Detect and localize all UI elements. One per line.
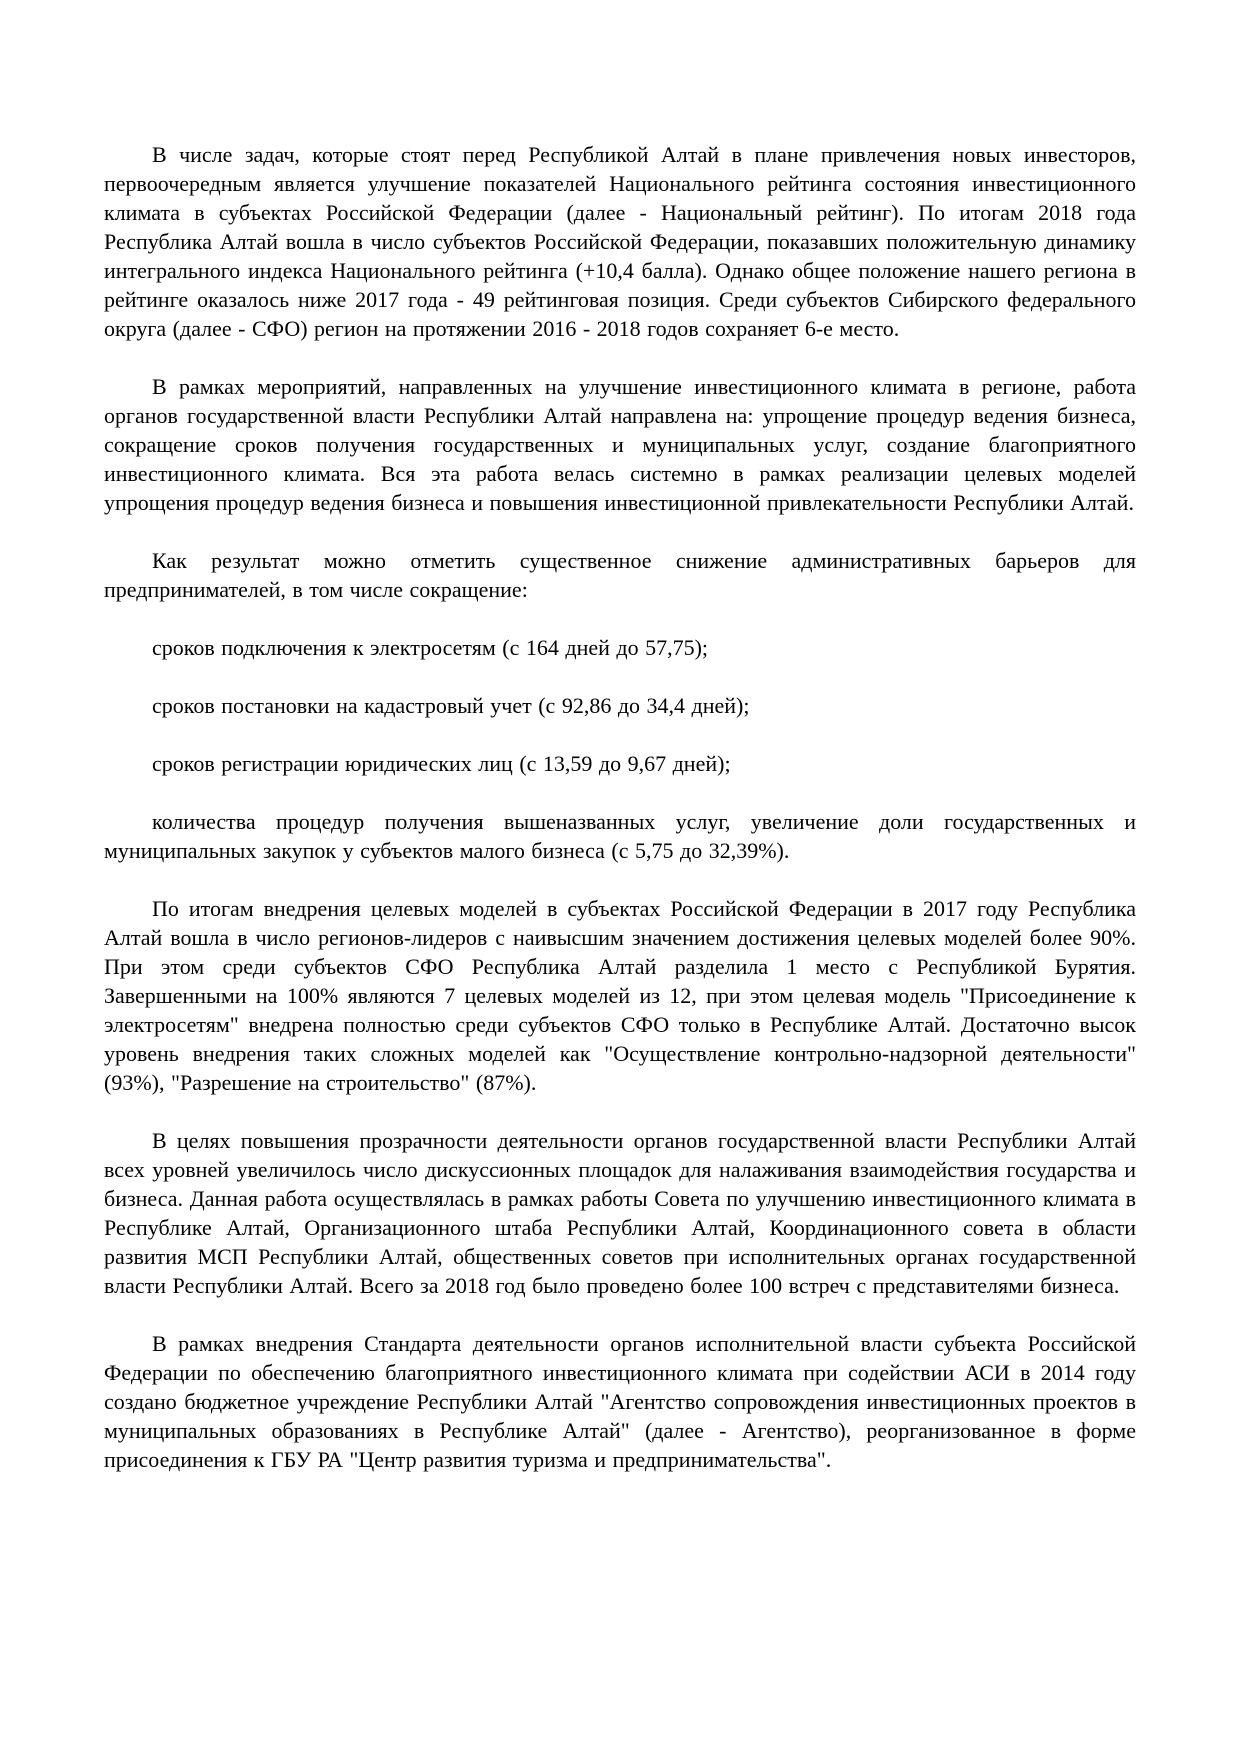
paragraph-target-models: По итогам внедрения целевых моделей в субъектах Российской Федерации в 2017 году Республика Алтай вошла в число регионов-лидеров с наивысшим значением достижения целевых моделей более 90%. При этом среди субъектов СФО Республика Алтай разделила 1 место с Республикой Бурятия. Завершенными на 100% являются 7 целевых моделей из 12, при этом целевая модель "Присоединение к электросетям" внедрена полностью среди субъектов СФО только в Республике Алтай. Достаточно высок уровень внедрения таких сложных моделей как "Осуществление контрольно-надзорной деятельности" (93%), "Разрешение на строительство" (87%). <box>104 896 1136 1095</box>
paragraph-intro-rating: В числе задач, которые стоят перед Республикой Алтай в плане привлечения новых инвесторов, первоочередным является улучшение показателей Национального рейтинга состояния инвестиционного климата в субъектах Российской Федерации (далее - Национальный рейтинг). По итогам 2018 года Республика Алтай вошла в число субъектов Российской Федерации, показавших положительную динамику интегрального индекса Национального рейтинга (+10,4 балла). Однако общее положение нашего региона в рейтинге оказалось ниже 2017 года - 49 рейтинговая позиция. Среди субъектов Сибирского федерального округа (далее - СФО) регион на протяжении 2016 - 2018 годов сохраняет 6-е место. <box>104 142 1136 341</box>
paragraph-transparency: В целях повышения прозрачности деятельности органов государственной власти Республики Алтай всех уровней увеличилось число дискуссионных площадок для налаживания взаимодействия государства и бизнеса. Данная работа осуществлялась в рамках работы Совета по улучшению инвестиционного климата в Республике Алтай, Организационного штаба Республики Алтай, Координационного совета в области развития МСП Республики Алтай, общественных советов при исполнительных органах государственной власти Республики Алтай. Всего за 2018 год было проведено более 100 встреч с представителями бизнеса. <box>104 1128 1136 1298</box>
list-item-procedures: количества процедур получения вышеназванных услуг, увеличение доли государственных и муниципальных закупок у субъектов малого бизнеса (с 5,75 до 32,39%). <box>104 809 1136 863</box>
paragraph-measures: В рамках мероприятий, направленных на улучшение инвестиционного климата в регионе, работа органов государственной власти Республики Алтай направлена на: упрощение процедур ведения бизнеса, сокращение сроков получения государственных и муниципальных услуг, создание благоприятного инвестиционного климата. Вся эта работа велась системно в рамках реализации целевых моделей упрощения процедур ведения бизнеса и повышения инвестиционной привлекательности Республики Алтай. <box>104 374 1136 515</box>
text-block <box>104 140 1136 1503</box>
list-item-cadastre: сроков постановки на кадастровый учет (с 92,86 до 34,4 дней); <box>152 693 750 718</box>
paragraph-result-lead: Как результат можно отметить существенное снижение административных барьеров для предпринимателей, в том числе сокращение: <box>104 548 1136 602</box>
list-item-registration: сроков регистрации юридических лиц (с 13,59 до 9,67 дней); <box>152 751 731 776</box>
list-item-grid-connection: сроков подключения к электросетям (с 164 дней до 57,75); <box>152 635 709 660</box>
paragraph-standard-agency: В рамках внедрения Стандарта деятельности органов исполнительной власти субъекта Российской Федерации по обеспечению благоприятного инвестиционного климата при содействии АСИ в 2014 году создано бюджетное учреждение Республики Алтай "Агентство сопровождения инвестиционных проектов в муниципальных образованиях в Республике Алтай" (далее - Агентство), реорганизованное в форме присоединения к ГБУ РА "Центр развития туризма и предпринимательства". <box>104 1331 1136 1472</box>
